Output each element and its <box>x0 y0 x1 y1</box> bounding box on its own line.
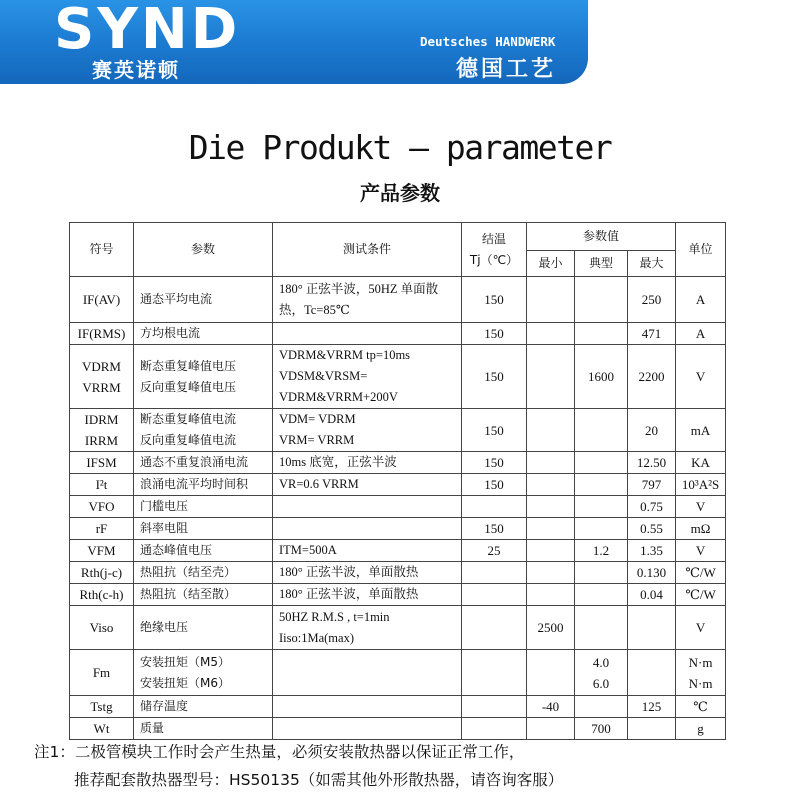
min-cell <box>527 323 575 345</box>
table-row <box>70 474 726 496</box>
symbol-cell-line: Tstg <box>90 699 113 714</box>
symbol-cell-line: Fm <box>92 665 111 680</box>
typ-cell <box>575 474 628 496</box>
unit-cell <box>676 696 726 718</box>
condition-cell <box>273 718 462 740</box>
parameter-cell-line: 反向重复峰值电流 <box>140 433 237 447</box>
tj-cell <box>462 606 527 650</box>
page-subtitle: 产品参数 <box>360 181 440 205</box>
footnote <box>34 738 794 794</box>
header-banner <box>0 0 588 84</box>
header-tj-label: 结温 <box>481 231 506 246</box>
symbol-cell-line: IFSM <box>86 455 117 470</box>
footnote-line-1: 注1：二极管模块工作时会产生热量，必须安装散热器以保证正常工作， <box>34 743 525 761</box>
typ-cell <box>575 496 628 518</box>
max-cell <box>628 650 676 696</box>
symbol-cell <box>70 562 134 584</box>
condition-cell <box>273 409 462 452</box>
condition-cell <box>273 323 462 345</box>
tagline: Deutsches HANDWERK <box>420 34 556 49</box>
unit-cell <box>676 345 726 409</box>
tj-cell <box>462 562 527 584</box>
table-row <box>70 323 726 345</box>
max-cell <box>628 606 676 650</box>
tj-cell: 150 <box>462 345 527 409</box>
table-row <box>70 518 726 540</box>
unit-cell <box>676 323 726 345</box>
table-row <box>70 606 726 650</box>
max-cell-line: 797 <box>641 477 662 492</box>
symbol-cell <box>70 409 134 452</box>
max-cell-line: 0.75 <box>640 499 663 514</box>
condition-cell <box>273 345 462 409</box>
table-row <box>70 562 726 584</box>
symbol-cell <box>70 496 134 518</box>
typ-cell <box>575 606 628 650</box>
tj-cell: 150 <box>462 452 527 474</box>
condition-cell <box>273 277 462 323</box>
condition-cell <box>273 696 462 718</box>
min-cell <box>527 452 575 474</box>
header-typ: 典型 <box>575 251 628 277</box>
parameter-cell-line: 质量 <box>140 721 165 735</box>
min-cell <box>527 496 575 518</box>
unit-cell <box>676 650 726 696</box>
header-parameter: 参数 <box>134 223 273 277</box>
symbol-cell-line: VDRM <box>81 358 121 374</box>
page-title: Die Produkt – parameter <box>188 128 612 167</box>
max-cell-line: 0.55 <box>640 521 663 536</box>
symbol-cell <box>70 650 134 696</box>
max-cell <box>628 496 676 518</box>
parameter-cell <box>134 474 273 496</box>
brand-name-cn: 赛英诺顿 <box>92 58 180 82</box>
parameter-cell <box>134 496 273 518</box>
unit-cell <box>676 452 726 474</box>
min-cell <box>527 650 575 696</box>
table-row <box>70 696 726 718</box>
unit-cell-line: V <box>695 620 706 635</box>
min-cell: -40 <box>527 696 575 718</box>
parameter-cell <box>134 452 273 474</box>
symbol-cell-line: IF(AV) <box>82 292 121 307</box>
footnote-line-2: 推荐配套散热器型号：HS50135（如需其他外形散热器，请咨询客服） <box>74 771 564 789</box>
parameter-cell-line: 反向重复峰值电压 <box>140 379 237 394</box>
max-cell-line: 20 <box>645 422 659 438</box>
symbol-cell-line: I²t <box>95 477 108 492</box>
condition-cell-line: 180° 正弦半波，单面散热 <box>279 587 419 601</box>
unit-cell <box>676 409 726 452</box>
parameter-cell-line: 方均根电流 <box>140 326 201 340</box>
tagline-cn: 德国工艺 <box>456 57 557 82</box>
table-row <box>70 718 726 740</box>
typ-cell <box>575 562 628 584</box>
symbol-cell-line: Wt <box>93 721 110 736</box>
typ-cell <box>575 409 628 452</box>
unit-cell-line: 10³A²S <box>681 477 720 492</box>
parameter-cell-line: 门槛电压 <box>140 499 189 513</box>
max-cell <box>628 540 676 562</box>
table-row <box>70 277 726 323</box>
unit-cell-line: N·m <box>688 675 713 691</box>
parameter-cell-line: 绝缘电压 <box>140 620 189 634</box>
min-cell <box>527 345 575 409</box>
typ-cell-line: 6.0 <box>592 675 610 691</box>
min-cell <box>527 277 575 323</box>
tj-cell <box>462 584 527 606</box>
symbol-cell-line: IF(RMS) <box>77 326 126 341</box>
unit-cell-line: g <box>697 721 704 736</box>
header-unit: 单位 <box>676 223 726 277</box>
tj-cell <box>462 650 527 696</box>
max-cell <box>628 474 676 496</box>
parameter-cell <box>134 277 273 323</box>
unit-cell <box>676 540 726 562</box>
parameter-cell-line: 安装扭矩（M5） <box>140 654 230 669</box>
brand-logo: SYND <box>54 0 241 62</box>
unit-cell-line: ℃/W <box>685 587 716 602</box>
parameter-cell-line: 通态不重复浪涌电流 <box>140 455 249 469</box>
tj-cell: 150 <box>462 474 527 496</box>
table-row <box>70 409 726 452</box>
max-cell <box>628 562 676 584</box>
condition-cell-line: VDSM&VRSM= VDRM&VRRM+200V <box>279 369 398 404</box>
min-cell <box>527 518 575 540</box>
min-cell: 2500 <box>527 606 575 650</box>
unit-cell-line: ℃ <box>693 699 708 714</box>
symbol-cell <box>70 540 134 562</box>
header-junction-temp <box>462 223 527 277</box>
tj-cell: 150 <box>462 277 527 323</box>
condition-cell-line: VR=0.6 VRRM <box>279 477 359 491</box>
condition-cell-line: 180° 正弦半波，50HZ 单面散 <box>279 281 439 296</box>
tj-cell <box>462 718 527 740</box>
unit-cell-line: V <box>695 499 706 514</box>
unit-cell-line: KA <box>691 455 710 470</box>
condition-cell <box>273 606 462 650</box>
parameter-cell <box>134 562 273 584</box>
unit-cell-line: N·m <box>688 654 713 670</box>
condition-cell <box>273 584 462 606</box>
max-cell <box>628 323 676 345</box>
parameter-cell <box>134 584 273 606</box>
unit-cell <box>676 277 726 323</box>
max-cell-line: 471 <box>641 326 662 341</box>
min-cell <box>527 718 575 740</box>
tj-cell: 150 <box>462 518 527 540</box>
max-cell <box>628 696 676 718</box>
symbol-cell <box>70 718 134 740</box>
parameter-cell <box>134 696 273 718</box>
parameter-cell-line: 浪涌电流平均时间积 <box>140 477 249 491</box>
symbol-cell-line: Viso <box>89 620 114 635</box>
parameter-cell-line: 热阻抗（结至壳） <box>140 565 237 579</box>
min-cell <box>527 409 575 452</box>
header-min: 最小 <box>527 251 575 277</box>
parameter-cell-line: 通态平均电流 <box>140 292 213 306</box>
condition-cell <box>273 452 462 474</box>
condition-cell <box>273 474 462 496</box>
symbol-cell <box>70 518 134 540</box>
parameter-cell <box>134 718 273 740</box>
parameter-cell <box>134 650 273 696</box>
unit-cell <box>676 562 726 584</box>
symbol-cell <box>70 323 134 345</box>
condition-cell-line: VDRM&VRRM tp=10ms <box>279 348 411 362</box>
condition-cell <box>273 518 462 540</box>
tj-cell <box>462 496 527 518</box>
typ-cell <box>575 518 628 540</box>
condition-cell-line: Iiso:1Ma(max) <box>279 630 354 645</box>
table-row <box>70 584 726 606</box>
typ-cell: 1600 <box>575 345 628 409</box>
unit-cell-line: mΩ <box>690 521 711 536</box>
symbol-cell-line: Rth(c-h) <box>79 587 124 602</box>
header-test-condition: 测试条件 <box>273 223 462 277</box>
min-cell <box>527 540 575 562</box>
symbol-cell <box>70 696 134 718</box>
condition-cell <box>273 540 462 562</box>
unit-cell <box>676 718 726 740</box>
tj-cell: 25 <box>462 540 527 562</box>
max-cell <box>628 409 676 452</box>
unit-cell <box>676 496 726 518</box>
unit-cell <box>676 518 726 540</box>
unit-cell-line: V <box>695 369 706 384</box>
header-max: 最大 <box>628 251 676 277</box>
unit-cell-line: A <box>695 292 706 307</box>
max-cell <box>628 584 676 606</box>
typ-cell: 1.2 <box>575 540 628 562</box>
unit-cell <box>676 606 726 650</box>
max-cell-line: 1.35 <box>640 543 663 558</box>
parameter-cell <box>134 606 273 650</box>
parameter-cell <box>134 540 273 562</box>
typ-cell <box>575 323 628 345</box>
parameter-rows <box>70 277 726 740</box>
parameter-cell <box>134 345 273 409</box>
symbol-cell <box>70 452 134 474</box>
parameter-cell-line: 安装扭矩（M6） <box>140 675 230 690</box>
max-cell-line: 250 <box>641 292 662 307</box>
tj-cell: 150 <box>462 323 527 345</box>
symbol-cell <box>70 474 134 496</box>
symbol-cell-line: VFM <box>87 543 116 558</box>
typ-cell-line: 4.0 <box>592 654 610 670</box>
condition-cell-line: ITM=500A <box>279 543 337 557</box>
max-cell-line: 125 <box>641 699 662 714</box>
parameter-cell-line: 斜率电阻 <box>140 521 189 535</box>
header-values: 参数值 <box>527 223 676 251</box>
parameter-cell <box>134 518 273 540</box>
parameter-table <box>69 222 726 740</box>
max-cell <box>628 518 676 540</box>
unit-cell-line: mA <box>690 422 711 438</box>
symbol-cell-line: rF <box>95 521 108 536</box>
symbol-cell <box>70 606 134 650</box>
table-row <box>70 452 726 474</box>
max-cell-line: 12.50 <box>636 455 667 470</box>
parameter-cell <box>134 323 273 345</box>
typ-cell <box>575 650 628 696</box>
min-cell <box>527 562 575 584</box>
condition-cell-line: 180° 正弦半波，单面散热 <box>279 565 419 579</box>
max-cell <box>628 277 676 323</box>
parameter-cell-line: 储存温度 <box>140 699 189 713</box>
typ-cell <box>575 584 628 606</box>
parameter-cell <box>134 409 273 452</box>
tj-cell: 150 <box>462 409 527 452</box>
parameter-cell-line: 断态重复峰值电压 <box>140 358 237 373</box>
unit-cell-line: ℃/W <box>685 565 716 580</box>
max-cell <box>628 718 676 740</box>
condition-cell <box>273 650 462 696</box>
table-row <box>70 650 726 696</box>
max-cell-line: 0.04 <box>640 587 663 602</box>
max-cell-line: 0.130 <box>636 565 667 580</box>
condition-cell-line: 50HZ R.M.S , t=1min <box>279 609 390 624</box>
symbol-cell-line: IDRM <box>84 412 119 427</box>
unit-cell <box>676 584 726 606</box>
symbol-cell <box>70 584 134 606</box>
condition-cell-line: 10ms 底宽，正弦半波 <box>279 455 397 469</box>
condition-cell-line: VDM= VDRM <box>279 412 356 426</box>
max-cell <box>628 452 676 474</box>
condition-cell <box>273 496 462 518</box>
symbol-cell-line: IRRM <box>84 433 119 448</box>
header-symbol: 符号 <box>70 223 134 277</box>
parameter-cell-line: 断态重复峰值电流 <box>140 412 237 426</box>
unit-cell <box>676 474 726 496</box>
typ-cell <box>575 277 628 323</box>
table-row <box>70 540 726 562</box>
parameter-cell-line: 热阻抗（结至散） <box>140 587 237 601</box>
condition-cell-line: 热，Tc=85℃ <box>279 302 350 317</box>
max-cell <box>628 345 676 409</box>
min-cell <box>527 474 575 496</box>
symbol-cell-line: Rth(j-c) <box>80 565 123 580</box>
unit-cell-line: V <box>695 543 706 558</box>
table-row <box>70 345 726 409</box>
table-row <box>70 496 726 518</box>
symbol-cell <box>70 277 134 323</box>
condition-cell <box>273 562 462 584</box>
symbol-cell-line: VFO <box>88 499 115 514</box>
typ-cell <box>575 452 628 474</box>
unit-cell-line: A <box>695 326 706 341</box>
min-cell <box>527 584 575 606</box>
typ-cell: 700 <box>575 718 628 740</box>
typ-cell <box>575 696 628 718</box>
max-cell-line: 2200 <box>638 369 665 384</box>
symbol-cell-line: VRRM <box>82 379 121 395</box>
symbol-cell <box>70 345 134 409</box>
parameter-cell-line: 通态峰值电压 <box>140 543 213 557</box>
condition-cell-line: VRM= VRRM <box>279 433 355 447</box>
header-tj-unit: Tj（℃） <box>469 252 519 267</box>
tj-cell <box>462 696 527 718</box>
